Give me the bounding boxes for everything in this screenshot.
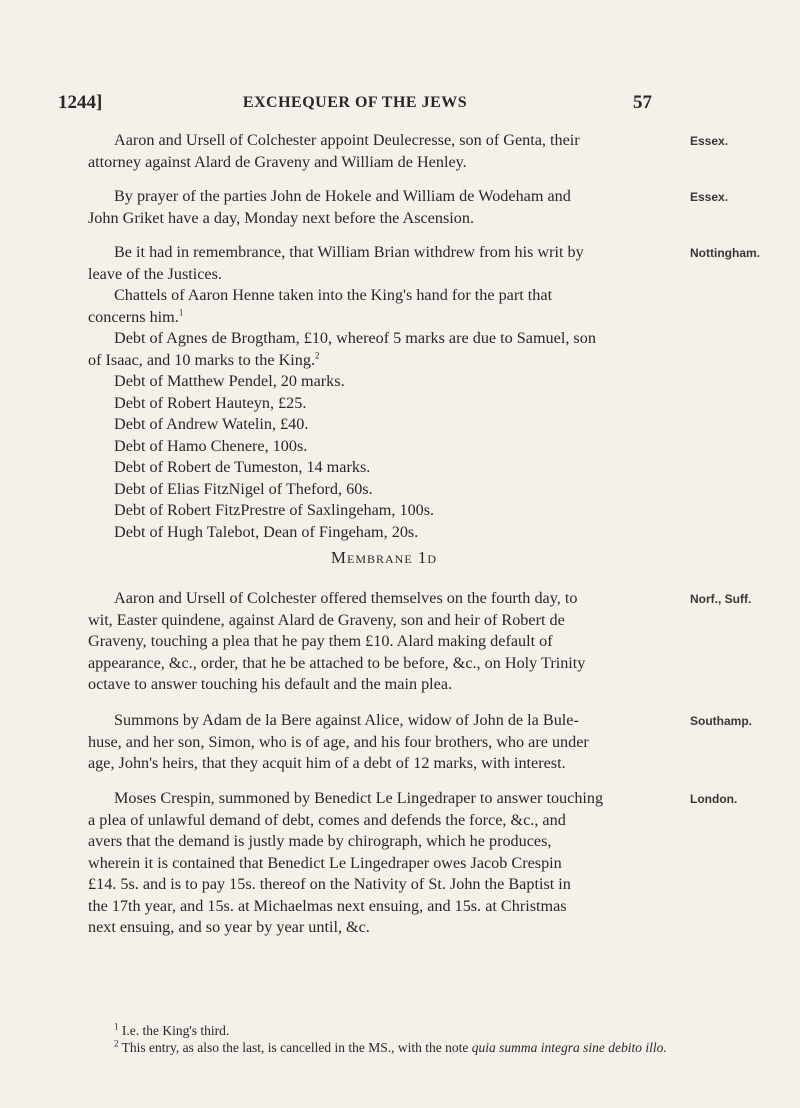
debt-agnes-line: Debt of Agnes de Brogtham, £10, whereof 5 marks are due to Samuel, son bbox=[114, 329, 596, 347]
debt-item: Debt of Robert Hauteyn, £25. bbox=[114, 393, 307, 412]
entry-line: octave to answer touching his default and the main plea. bbox=[88, 675, 453, 693]
page-year: 1244] bbox=[58, 92, 103, 113]
debt-agnes-line: of Isaac, and 10 marks to the King.$^2$ bbox=[88, 350, 320, 369]
debt-item: Debt of Robert FitzPrestre of Saxlingeham, 100s. bbox=[114, 501, 435, 519]
margin-county: Essex. bbox=[690, 190, 729, 204]
margin-county: London. bbox=[690, 792, 738, 806]
entry-adam-de-la-bere bbox=[88, 710, 680, 775]
page-number: 57 bbox=[633, 92, 652, 113]
entry-line: leave of the Justices. bbox=[88, 264, 222, 283]
entry-line: John Griket have a day, Monday next before the Ascension. bbox=[88, 208, 474, 227]
entry-line: Aaron and Ursell of Colchester appoint Deulecresse, son of Genta, their bbox=[114, 131, 580, 149]
entry-aaron-ursell-plea bbox=[88, 588, 680, 696]
entry-line: appearance, &c., order, that he be attached to be before, &c., on Holy Trinity bbox=[88, 653, 586, 672]
entry-line: Aaron and Ursell of Colchester offered themselves on the fourth day, to bbox=[114, 589, 578, 607]
margin-county: Nottingham. bbox=[690, 246, 760, 260]
entry-hokele-wodeham bbox=[88, 186, 680, 229]
margin-county: Norf., Suff. bbox=[690, 592, 752, 606]
entry-moses-crespin bbox=[88, 788, 680, 939]
chattels-list bbox=[88, 285, 680, 543]
entry-william-brian bbox=[88, 242, 680, 285]
chattels-intro-line: Chattels of Aaron Henne taken into the King's hand for the part that bbox=[114, 286, 553, 304]
margin-county: Essex. bbox=[690, 134, 729, 148]
footnote-mark: 1 bbox=[114, 1021, 119, 1032]
running-title: EXCHEQUER OF THE JEWS bbox=[242, 94, 468, 111]
entry-line: £14. 5s. and is to pay 15s. thereof on the Nativity of St. John the Baptist in bbox=[88, 875, 571, 893]
entry-line: avers that the demand is justly made by chirograph, which he produces, bbox=[88, 832, 552, 850]
footnotes bbox=[88, 1022, 680, 1056]
footnote-mark: 2 bbox=[114, 1038, 119, 1049]
entry-line: attorney against Alard de Graveny and William de Henley. bbox=[88, 152, 467, 171]
footnote-ref[interactable]: 1 bbox=[178, 307, 184, 318]
entry-line: Be it had in remembrance, that William Brian withdrew from his writ by bbox=[114, 243, 584, 261]
debt-item: Debt of Andrew Watelin, £40. bbox=[114, 415, 309, 433]
entry-line: Summons by Adam de la Bere against Alice, widow of John de la Bule- bbox=[114, 711, 579, 729]
debt-item: Debt of Robert de Tumeston, 14 marks. bbox=[114, 458, 371, 476]
entry-line: huse, and her son, Simon, who is of age, and his four brothers, who are under bbox=[88, 732, 589, 751]
margin-county: Southamp. bbox=[690, 714, 752, 728]
entry-line: wit, Easter quindene, against Alard de Graveny, son and heir of Robert de bbox=[88, 610, 565, 629]
entry-line: Moses Crespin, summoned by Benedict Le Lingedraper to answer touching bbox=[114, 789, 604, 807]
footnote-latin-note: quia summa integra sine debito illo. bbox=[471, 1040, 667, 1055]
entry-line: the 17th year, and 15s. at Michaelmas next ensuing, and 15s. at Christmas bbox=[88, 896, 567, 915]
footnote: $^2$ This entry, as also the last, is cancelled in the MS., with the note quia summa integra sine debito illo. bbox=[114, 1038, 667, 1055]
debt-item: Debt of Hamo Chenere, 100s. bbox=[114, 436, 308, 455]
running-header bbox=[58, 92, 652, 122]
entry-line: age, John's heirs, that they acquit him of a debt of 12 marks, with interest. bbox=[88, 754, 566, 772]
entry-line: wherein it is contained that Benedict Le Lingedraper owes Jacob Crespin bbox=[88, 853, 562, 872]
entry-line: next ensuing, and so year by year until, &c. bbox=[88, 918, 370, 936]
entry-line: a plea of unlawful demand of debt, comes and defends the force, &c., and bbox=[88, 810, 566, 829]
debt-item: Debt of Hugh Talebot, Dean of Fingeham, 20s. bbox=[114, 522, 419, 541]
membrane-heading: Membrane 1d bbox=[330, 548, 438, 567]
debt-item: Debt of Matthew Pendel, 20 marks. bbox=[114, 372, 345, 390]
debt-item: Debt of Elias FitzNigel of Theford, 60s. bbox=[114, 479, 373, 498]
chattels-intro-line: concerns him.$^1$ bbox=[88, 307, 184, 326]
entry-aaron-ursell-attorney bbox=[88, 130, 680, 173]
footnote-ref[interactable]: 2 bbox=[315, 350, 320, 361]
entry-line: By prayer of the parties John de Hokele and William de Wodeham and bbox=[114, 187, 571, 205]
entry-line: Graveny, touching a plea that he pay them £10. Alard making default of bbox=[88, 632, 553, 650]
footnote: $^1$ I.e. the King's third. bbox=[114, 1021, 230, 1038]
